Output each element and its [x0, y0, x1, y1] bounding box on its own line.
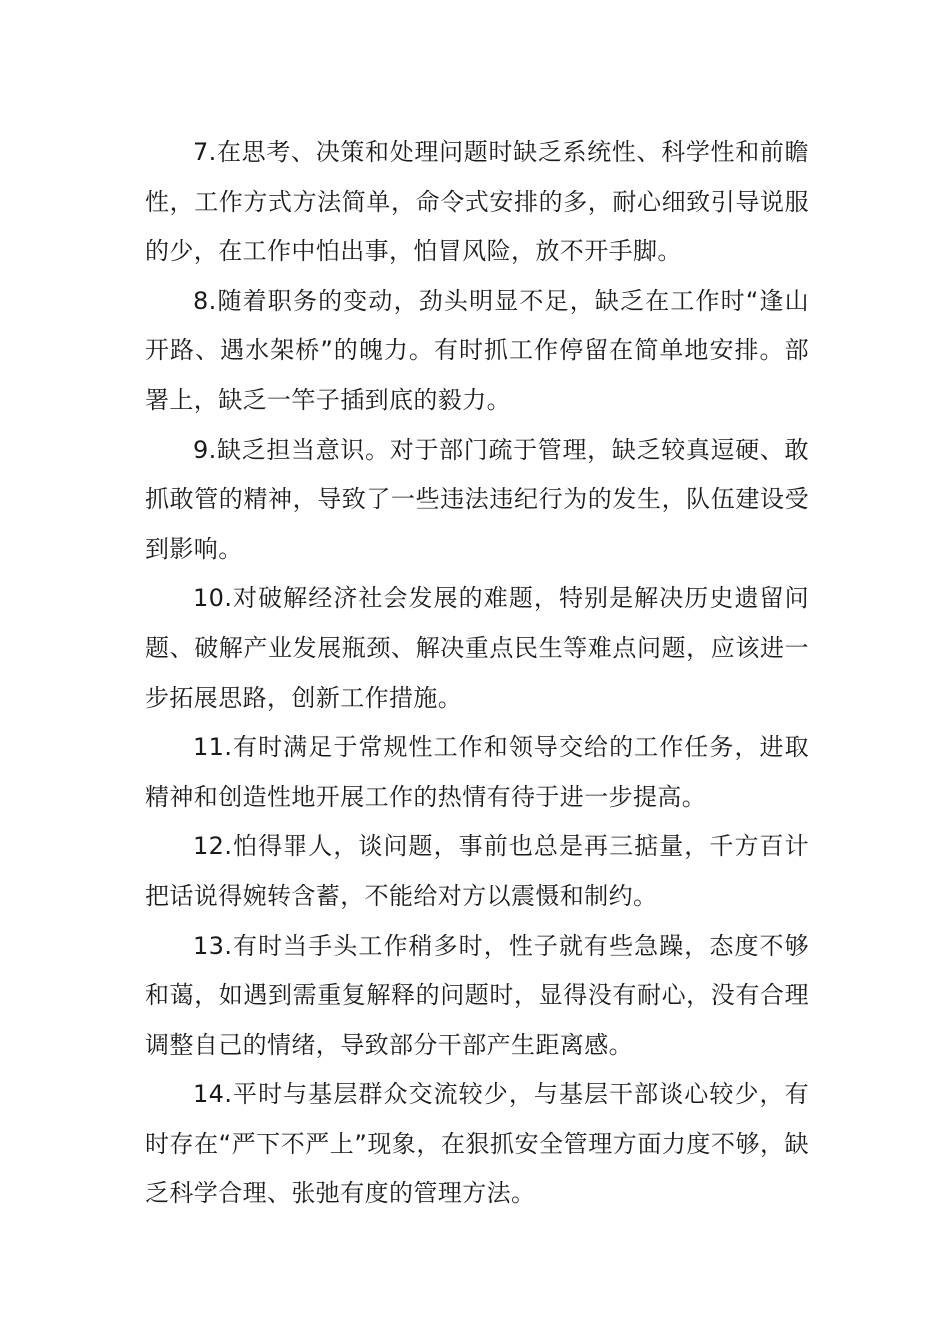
paragraph-14: 14.平时与基层群众交流较少，与基层干部谈心较少，有时存在“严下不严上”现象，在狠抓安全管理方面力度不够，缺乏科学合理、张弛有度的管理方法。	[145, 1080, 809, 1208]
paragraph-10: 10.对破解经济社会发展的难题，特别是解决历史遗留问题、破解产业发展瓶颈、解决重点民生等难点问题，应该进一步拓展思路，创新工作措施。	[145, 584, 809, 712]
paragraph-7: 7.在思考、决策和处理问题时缺乏系统性、科学性和前瞻性，工作方式方法简单，命令式安排的多，耐心细致引导说服的少，在工作中怕出事，怕冒风险，放不开手脚。	[145, 138, 809, 266]
document-body	[145, 128, 809, 1219]
paragraph-13: 13.有时当手头工作稍多时，性子就有些急躁，态度不够和蔼，如遇到需重复解释的问题时，显得没有耐心，没有合理调整自己的情绪，导致部分干部产生距离感。	[145, 931, 809, 1059]
paragraph-11: 11.有时满足于常规性工作和领导交给的工作任务，进取精神和创造性地开展工作的热情有待于进一步提高。	[145, 733, 809, 811]
paragraph-12: 12.怕得罪人，谈问题，事前也总是再三掂量，千方百计把话说得婉转含蓄，不能给对方以震慑和制约。	[145, 832, 809, 910]
paragraph-8: 8.随着职务的变动，劲头明显不足，缺乏在工作时“逢山开路、遇水架桥”的魄力。有时抓工作停留在简单地安排。部署上，缺乏一竿子插到底的毅力。	[145, 286, 809, 414]
paragraph-9: 9.缺乏担当意识。对于部门疏于管理，缺乏较真逗硬、敢抓敢管的精神，导致了一些违法违纪行为的发生，队伍建设受到影响。	[145, 435, 809, 563]
